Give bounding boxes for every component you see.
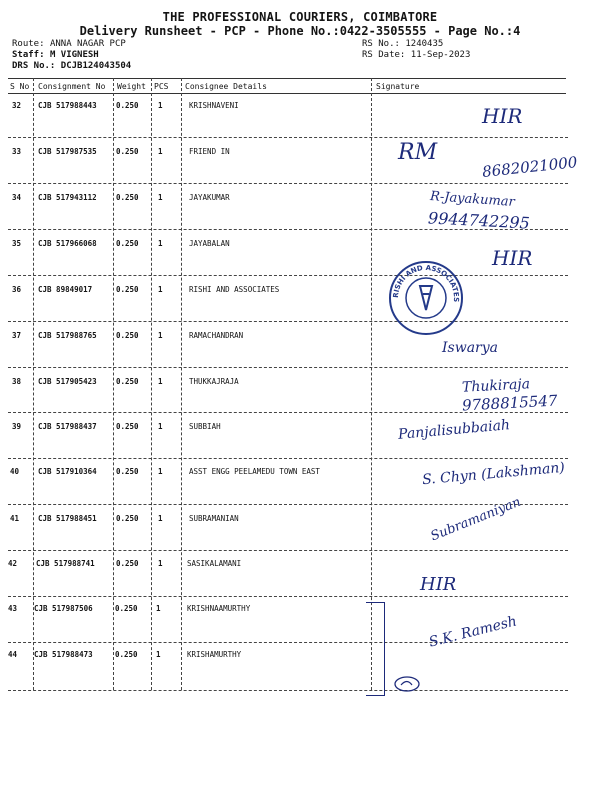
row-pcs: 1 — [158, 239, 163, 248]
row-consignment: CJB 517910364 — [38, 467, 97, 476]
row-divider — [8, 321, 568, 322]
row-divider — [8, 596, 568, 597]
route-value: ANNA NAGAR PCP — [49, 39, 126, 49]
signature-box-mark — [366, 602, 385, 696]
signature-row-38-name: Thukiraja — [461, 376, 531, 396]
signature-row-34-phone: 9944742295 — [427, 208, 531, 233]
row-sno: 37 — [12, 331, 22, 340]
row-sno: 35 — [12, 239, 22, 248]
row-weight: 0.250 — [116, 331, 139, 340]
row-consignment: CJB 89849017 — [38, 285, 93, 294]
row-consignment: CJB 517943112 — [38, 193, 97, 202]
row-sno: 36 — [12, 285, 22, 294]
company-title: THE PROFESSIONAL COURIERS, COIMBATORE — [162, 10, 438, 24]
row-consignee: JAYAKUMAR — [189, 193, 230, 202]
row-consignee: THUKKAJRAJA — [189, 377, 239, 386]
signature-row-35: HIR — [492, 246, 533, 270]
row-divider — [8, 550, 568, 551]
stamp-emblem — [420, 286, 432, 310]
signature-row-34-name: R-Jayakumar — [429, 189, 516, 210]
row-consignment: CJB 517988443 — [38, 101, 97, 110]
row-pcs: 1 — [158, 559, 163, 568]
row-sno: 39 — [12, 422, 22, 431]
row-sno: 33 — [12, 147, 22, 156]
col-header-signature: Signature — [376, 82, 420, 91]
row-consignment: CJB 517988473 — [34, 650, 93, 659]
row-weight: 0.250 — [116, 377, 139, 386]
row-sno: 34 — [12, 193, 22, 202]
drs-value: DCJB124043504 — [60, 61, 132, 71]
row-consignee: KRISHNAVENI — [189, 101, 239, 110]
col-header-pcs: PCS — [154, 82, 169, 91]
rs-no-line — [362, 39, 443, 50]
signature-row-42: HIR — [420, 574, 457, 595]
row-consignment: CJB 517988451 — [38, 514, 97, 523]
col-header-consignment: Consignment No — [38, 82, 106, 91]
row-consignment: CJB 517987535 — [38, 147, 97, 156]
row-divider — [8, 183, 568, 184]
row-consignee: JAYABALAN — [189, 239, 230, 248]
signature-row-37: Iswarya — [442, 340, 498, 356]
row-weight: 0.250 — [115, 604, 138, 613]
signature-row-38-phone: 9788815547 — [461, 391, 558, 415]
row-consignee: SUBBIAH — [189, 422, 221, 431]
runsheet-title: Delivery Runsheet - PCP - Phone No.:0422-3505555 - Page No.:4 — [79, 24, 521, 38]
company-stamp — [386, 258, 466, 338]
table-row — [0, 331, 600, 377]
row-divider — [8, 137, 568, 138]
stamp-outer-ring — [390, 262, 462, 334]
col-header-sno: S No — [10, 82, 30, 91]
signature-row-32: HIR — [482, 104, 523, 128]
row-consignee: KRISHAMURTHY — [187, 650, 242, 659]
row-pcs: 1 — [158, 422, 163, 431]
route-line — [12, 39, 126, 50]
row-weight: 0.250 — [116, 101, 139, 110]
row-consignee: FRIEND IN — [189, 147, 230, 156]
row-sno: 38 — [12, 377, 22, 386]
row-divider — [8, 367, 568, 368]
row-consignment: CJB 517987506 — [34, 604, 93, 613]
signature-row-41: Subramaniyan — [428, 494, 523, 545]
signature-scribble — [392, 674, 422, 694]
row-pcs: 1 — [156, 604, 161, 613]
signature-row-39: Panjalisubbaiah — [397, 417, 511, 443]
row-weight: 0.250 — [116, 193, 139, 202]
row-pcs: 1 — [158, 467, 163, 476]
row-sno: 41 — [10, 514, 20, 523]
row-consignment: CJB 517905423 — [38, 377, 97, 386]
drs-line — [12, 61, 131, 72]
row-consignment: CJB 517966068 — [38, 239, 97, 248]
signature-row-33-name: RM — [398, 140, 438, 165]
staff-value: M VIGNESH — [49, 50, 99, 60]
row-consignee: RAMACHANDRAN — [189, 331, 244, 340]
staff-line — [12, 50, 99, 61]
row-weight: 0.250 — [116, 422, 139, 431]
row-weight: 0.250 — [116, 285, 139, 294]
row-consignment: CJB 517988741 — [36, 559, 95, 568]
row-weight: 0.250 — [116, 559, 139, 568]
header-bottom-border — [8, 93, 566, 94]
row-sno: 42 — [8, 559, 18, 568]
row-consignee: SUBRAMANIAN — [189, 514, 239, 523]
col-header-consignee: Consignee Details — [185, 82, 267, 91]
route-label: Route: — [12, 39, 45, 49]
table-row — [0, 559, 600, 605]
row-pcs: 1 — [158, 285, 163, 294]
row-pcs: 1 — [158, 514, 163, 523]
rs-date-label: RS Date: — [362, 50, 406, 60]
row-consignee: KRISHNAAMURTHY — [187, 604, 251, 613]
row-consignee: ASST ENGG PEELAMEDU TOWN EAST — [189, 467, 320, 476]
table-row — [0, 514, 600, 560]
row-weight: 0.250 — [116, 467, 139, 476]
signature-row-33-phone: 8682021000 — [481, 153, 579, 181]
row-weight: 0.250 — [116, 239, 139, 248]
row-divider — [8, 275, 568, 276]
row-pcs: 1 — [158, 193, 163, 202]
table-top-border — [8, 78, 566, 79]
row-sno: 44 — [8, 650, 18, 659]
table-row — [0, 285, 600, 331]
drs-label: DRS No.: — [12, 61, 56, 71]
row-pcs: 1 — [158, 147, 163, 156]
stamp-text: RISHI AND ASSOCIATES — [391, 263, 461, 303]
row-sno: 43 — [8, 604, 18, 613]
row-consignment: CJB 517988765 — [38, 331, 97, 340]
row-pcs: 1 — [156, 650, 161, 659]
row-weight: 0.250 — [115, 650, 138, 659]
rs-no-value: 1240435 — [405, 39, 444, 49]
row-consignee: RISHI AND ASSOCIATES — [189, 285, 280, 294]
row-consignment: CJB 517988437 — [38, 422, 97, 431]
row-weight: 0.250 — [116, 147, 139, 156]
stamp-inner-ring — [406, 278, 446, 318]
rs-date-value: 11-Sep-2023 — [410, 50, 471, 60]
signature-row-43: S.K. Ramesh — [427, 613, 519, 651]
signature-row-40: S. Chyn (Lakshman) — [421, 459, 566, 489]
col-header-weight: Weight — [117, 82, 146, 91]
row-pcs: 1 — [158, 331, 163, 340]
row-consignee: SASIKALAMANI — [187, 559, 242, 568]
row-divider — [8, 642, 568, 643]
staff-label: Staff: — [12, 50, 45, 60]
row-divider — [8, 458, 568, 459]
row-pcs: 1 — [158, 377, 163, 386]
row-divider — [8, 690, 568, 691]
row-divider — [8, 504, 568, 505]
row-weight: 0.250 — [116, 514, 139, 523]
row-pcs: 1 — [158, 101, 163, 110]
rs-no-label: RS No.: — [362, 39, 400, 49]
row-sno: 40 — [10, 467, 20, 476]
rs-date-line — [362, 50, 470, 61]
row-sno: 32 — [12, 101, 22, 110]
